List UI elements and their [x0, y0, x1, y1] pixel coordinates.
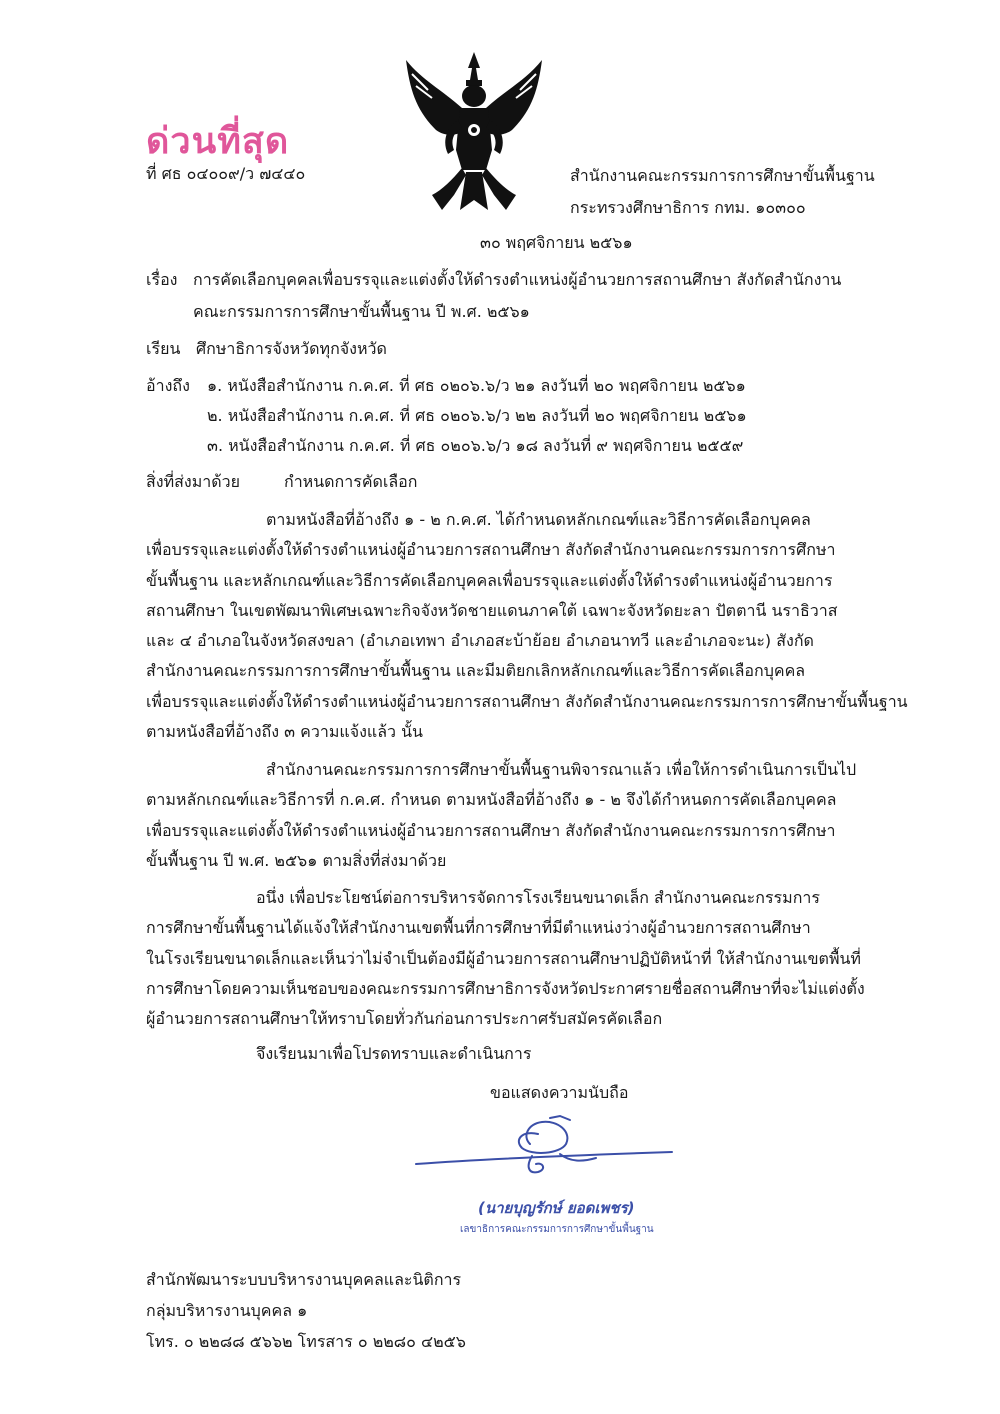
- footer-group: กลุ่มบริหารงานบุคคล ๑: [146, 1301, 308, 1320]
- footer-contact: โทร. ๐ ๒๒๘๘ ๕๖๖๒ โทรสาร ๐ ๒๒๘๐ ๔๒๕๖: [146, 1332, 466, 1351]
- document-number: ที่ ศธ ๐๔๐๐๙/ว ๗๔๔๐: [146, 164, 306, 183]
- reference-item: ๓. หนังสือสำนักงาน ก.ค.ศ. ที่ ศธ ๐๒๐๖.๖/ว ๑๘ ลงวันที่ ๙ พฤศจิกายน ๒๕๕๙: [207, 436, 744, 455]
- paragraph-line: เพื่อบรรจุและแต่งตั้งให้ดำรงตำแหน่งผู้อำนวยการสถานศึกษา สังกัดสำนักงานคณะกรรมการการศึกษา: [146, 540, 836, 560]
- paragraph-line: ตามหนังสือที่อ้างถึง ๑ - ๒ ก.ค.ศ. ได้กำหนดหลักเกณฑ์และวิธีการคัดเลือกบุคคล: [266, 510, 811, 529]
- body-paragraph-3: [146, 883, 884, 1034]
- paragraph-line: สถานศึกษา ในเขตพัฒนาพิเศษเฉพาะกิจจังหวัดชายแดนภาคใต้ เฉพาะจังหวัดยะลา ปัตตานี นราธิวาส: [146, 600, 838, 620]
- subject-line-2: คณะกรรมการการศึกษาขั้นพื้นฐาน ปี พ.ศ. ๒๕๖๑: [193, 302, 530, 321]
- reference-item: ๑. หนังสือสำนักงาน ก.ค.ศ. ที่ ศธ ๐๒๐๖.๖/ว ๒๑ ลงวันที่ ๒๐ พฤศจิกายน ๒๕๖๑: [207, 376, 746, 395]
- enclosure-label: สิ่งที่ส่งมาด้วย: [146, 472, 240, 491]
- closing-line: จึงเรียนมาเพื่อโปรดทราบและดำเนินการ: [256, 1044, 532, 1063]
- subject-label: เรื่อง: [146, 270, 178, 289]
- paragraph-line: การศึกษาโดยความเห็นชอบของคณะกรรมการศึกษาธิการจังหวัดประกาศรายชื่อสถานศึกษาที่จะไม่แต่งตั้ง: [146, 978, 865, 998]
- subject-line-1: การคัดเลือกบุคคลเพื่อบรรจุและแต่งตั้งให้ดำรงตำแหน่งผู้อำนวยการสถานศึกษา สังกัดสำนักงาน: [193, 270, 842, 289]
- garuda-emblem: [402, 50, 547, 215]
- regards-line: ขอแสดงความนับถือ: [490, 1083, 629, 1102]
- paragraph-line: และ ๔ อำเภอในจังหวัดสงขลา (อำเภอเทพา อำเภอสะบ้าย้อย อำเภอนาทวี และอำเภอจะนะ) สังกัด: [146, 631, 814, 651]
- reference-label: อ้างถึง: [146, 376, 190, 395]
- paragraph-line: การศึกษาขั้นพื้นฐานได้แจ้งให้สำนักงานเขตพื้นที่การศึกษาที่มีตำแหน่งว่างผู้อำนวยการสถานศึกษา: [146, 918, 811, 938]
- paragraph-line: ในโรงเรียนขนาดเล็กและเห็นว่าไม่จำเป็นต้องมีผู้อำนวยการสถานศึกษาปฏิบัติหน้าที่ ให้สำนักงานเขตพื้นที่: [146, 948, 861, 968]
- handwritten-signature: [410, 1110, 680, 1190]
- document-date: ๓๐ พฤศจิกายน ๒๕๖๑: [480, 233, 633, 252]
- paragraph-line: เพื่อบรรจุและแต่งตั้งให้ดำรงตำแหน่งผู้อำนวยการสถานศึกษา สังกัดสำนักงานคณะกรรมการการศึกษาขั้นพื้นฐาน: [146, 691, 908, 711]
- body-paragraph-1: [146, 505, 908, 747]
- footer-department: สำนักพัฒนาระบบบริหารงานบุคคลและนิติการ: [146, 1270, 462, 1289]
- issuing-office: สำนักงานคณะกรรมการการศึกษาขั้นพื้นฐาน: [570, 166, 875, 185]
- paragraph-line: ขั้นพื้นฐาน ปี พ.ศ. ๒๕๖๑ ตามสิ่งที่ส่งมาด้วย: [146, 850, 447, 870]
- paragraph-line: ขั้นพื้นฐาน และหลักเกณฑ์และวิธีการคัดเลือกบุคคลเพื่อบรรจุและแต่งตั้งให้ดำรงตำแหน่งผู้อำนวยการ: [146, 570, 833, 590]
- issuing-office-address: กระทรวงศึกษาธิการ กทม. ๑๐๓๐๐: [570, 198, 806, 217]
- paragraph-line: ตามหนังสือที่อ้างถึง ๓ ความแจ้งแล้ว นั้น: [146, 722, 423, 742]
- signatory-title: เลขาธิการคณะกรรมการการศึกษาขั้นพื้นฐาน: [460, 1224, 654, 1235]
- recipient: ศึกษาธิการจังหวัดทุกจังหวัด: [196, 339, 387, 358]
- recipient-label: เรียน: [146, 339, 181, 358]
- body-paragraph-2: [146, 755, 884, 876]
- paragraph-line: เพื่อบรรจุและแต่งตั้งให้ดำรงตำแหน่งผู้อำนวยการสถานศึกษา สังกัดสำนักงานคณะกรรมการการศึกษา: [146, 820, 836, 840]
- paragraph-line: ตามหลักเกณฑ์และวิธีการที่ ก.ค.ศ. กำหนด ตามหนังสือที่อ้างถึง ๑ - ๒ จึงได้กำหนดการคัดเลือกบุคคล: [146, 790, 837, 810]
- paragraph-line: สำนักงานคณะกรรมการการศึกษาขั้นพื้นฐานพิจารณาแล้ว เพื่อให้การดำเนินการเป็นไป: [266, 760, 857, 779]
- urgent-stamp: ด่วนที่สุด: [146, 120, 290, 162]
- signatory-name: (นายบุญรักษ์ ยอดเพชร): [478, 1199, 635, 1217]
- paragraph-line: สำนักงานคณะกรรมการการศึกษาขั้นพื้นฐาน และมีมติยกเลิกหลักเกณฑ์และวิธีการคัดเลือกบุคคล: [146, 661, 806, 681]
- enclosure-value: กำหนดการคัดเลือก: [284, 472, 418, 491]
- paragraph-line: ผู้อำนวยการสถานศึกษาให้ทราบโดยทั่วกันก่อนการประกาศรับสมัครคัดเลือก: [146, 1009, 663, 1029]
- paragraph-line: อนึ่ง เพื่อประโยชน์ต่อการบริหารจัดการโรงเรียนขนาดเล็ก สำนักงานคณะกรรมการ: [256, 888, 820, 907]
- reference-item: ๒. หนังสือสำนักงาน ก.ค.ศ. ที่ ศธ ๐๒๐๖.๖/ว ๒๒ ลงวันที่ ๒๐ พฤศจิกายน ๒๕๖๑: [207, 406, 747, 425]
